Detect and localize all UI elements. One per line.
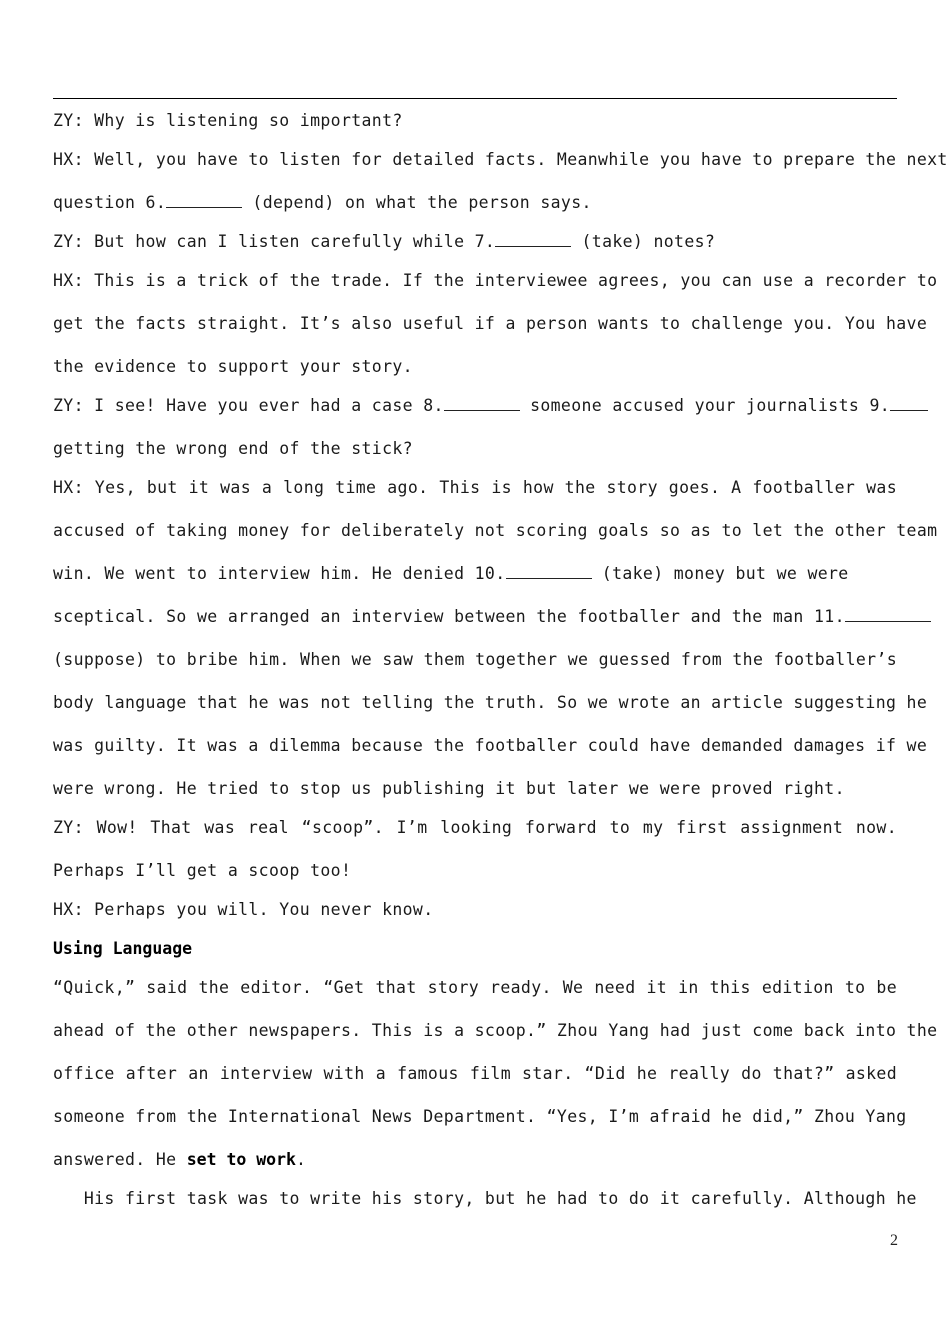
line-text: ZY: Why is listening so important? (53, 111, 403, 130)
text-line (53, 145, 948, 188)
text-line (53, 602, 897, 645)
page-number: 2 (890, 1232, 898, 1249)
line-text: (depend) on what the person says. (242, 193, 592, 212)
line-text: the evidence to support your story. (53, 357, 413, 376)
line-text: . (295, 1150, 307, 1169)
line-text: HX: This is a trick of the trade. If the interviewee agrees, you can use a recorder to (53, 271, 938, 290)
line-text: Perhaps I’ll get a scoop too! (53, 861, 352, 880)
section-heading: Using Language (53, 939, 193, 958)
text-line (53, 516, 938, 559)
text-line (53, 559, 897, 602)
line-text: ahead of the other newspapers. This is a scoop.” Zhou Yang had just come back into the (53, 1021, 938, 1040)
text-line (53, 645, 897, 688)
text-line (53, 973, 897, 1016)
text-line (53, 688, 928, 731)
text-line (53, 813, 897, 856)
bold-phrase: set to work (186, 1150, 296, 1169)
line-text: getting the wrong end of the stick? (53, 439, 413, 458)
line-text: HX: Perhaps you will. You never know. (53, 900, 434, 919)
text-line (53, 106, 897, 145)
text-line (53, 473, 897, 516)
line-text: ZY: Wow! That was real “scoop”. I’m looking forward to my first assignment now. (53, 818, 897, 837)
header-rule (53, 98, 897, 99)
answer-blank-6[interactable] (166, 189, 242, 208)
line-text: ZY: But how can I listen carefully while 7. (53, 232, 496, 251)
line-text: HX: Well, you have to listen for detailed facts. Meanwhile you have to prepare the next (53, 150, 948, 169)
line-text: someone from the International News Department. “Yes, I’m afraid he did,” Zhou Yang (53, 1107, 907, 1126)
text-line (53, 309, 928, 352)
text-line (53, 895, 897, 934)
text-line (53, 731, 928, 774)
answer-blank-7[interactable] (495, 228, 571, 247)
text-line (53, 774, 897, 813)
answer-blank-9[interactable] (890, 392, 928, 411)
text-line (53, 391, 897, 434)
line-text: (suppose) to bribe him. When we saw them together we guessed from the footballer’s (53, 650, 897, 669)
text-line (53, 1184, 917, 1227)
line-text: accused of taking money for deliberately not scoring goals so as to let the other team (53, 521, 938, 540)
line-text: someone accused your journalists 9. (519, 396, 891, 415)
text-line (53, 1145, 897, 1184)
line-text: (take) notes? (571, 232, 716, 251)
section-heading-line (53, 934, 897, 973)
line-text: ZY: I see! Have you ever had a case 8. (53, 396, 444, 415)
answer-blank-8[interactable] (444, 392, 520, 411)
line-text: were wrong. He tried to stop us publishing it but later we were proved right. (53, 779, 845, 798)
line-text: HX: Yes, but it was a long time ago. This is how the story goes. A footballer was (53, 478, 897, 497)
text-line (53, 1016, 938, 1059)
line-text: question 6. (53, 193, 167, 212)
text-line (53, 1102, 907, 1145)
line-text: answered. He (53, 1150, 187, 1169)
text-line (53, 188, 897, 227)
line-text: body language that he was not telling the truth. So we wrote an article suggesting he (53, 693, 928, 712)
text-line (53, 1059, 897, 1102)
answer-blank-10[interactable] (506, 560, 592, 579)
line-text: office after an interview with a famous film star. “Did he really do that?” asked (53, 1064, 897, 1083)
document-body (53, 106, 948, 1227)
text-line (53, 227, 897, 266)
line-text: (take) money but we were (591, 564, 849, 583)
text-line (53, 266, 938, 309)
answer-blank-11[interactable] (845, 603, 931, 622)
line-text: get the facts straight. It’s also useful if a person wants to challenge you. You have (53, 314, 928, 333)
line-text: win. We went to interview him. He denied 10. (53, 564, 506, 583)
line-text: “Quick,” said the editor. “Get that story ready. We need it in this edition to be (53, 978, 897, 997)
text-line (53, 434, 897, 473)
line-text: sceptical. So we arranged an interview between the footballer and the man 11. (53, 607, 845, 626)
line-text: His first task was to write his story, but he had to do it carefully. Although he (53, 1189, 917, 1208)
line-text: was guilty. It was a dilemma because the footballer could have demanded damages if we (53, 736, 928, 755)
text-line (53, 352, 897, 391)
text-line (53, 856, 897, 895)
